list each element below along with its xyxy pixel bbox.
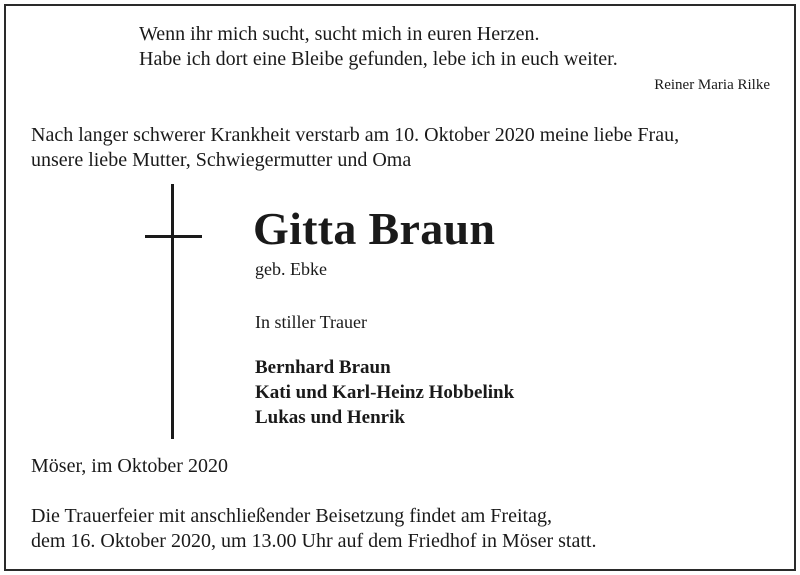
place-date: Möser, im Oktober 2020 xyxy=(31,455,228,477)
deceased-name: Gitta Braun xyxy=(253,203,496,254)
announcement-line-1: Nach langer schwerer Krankheit verstarb am 10. Oktober 2020 meine liebe Frau, xyxy=(31,124,680,146)
service-info-line-2: dem 16. Oktober 2020, um 13.00 Uhr auf dem Friedhof in Möser statt. xyxy=(31,530,597,552)
family-member: Lukas und Henrik xyxy=(255,407,405,428)
service-info-line-1: Die Trauerfeier mit anschließender Beisetzung findet am Freitag, xyxy=(31,505,552,527)
family-member: Bernhard Braun xyxy=(255,357,391,378)
quote-line-1: Wenn ihr mich sucht, sucht mich in euren Herzen. xyxy=(139,23,540,45)
cross-horizontal-bar xyxy=(145,235,202,238)
family-member: Kati und Karl-Heinz Hobbelink xyxy=(255,382,515,403)
quote-line-2: Habe ich dort eine Bleibe gefunden, lebe ich in euch weiter. xyxy=(139,48,618,70)
cross-vertical-bar xyxy=(171,184,174,439)
maiden-name: geb. Ebke xyxy=(255,259,327,279)
mourning-label: In stiller Trauer xyxy=(255,312,367,332)
announcement-line-2: unsere liebe Mutter, Schwiegermutter und Oma xyxy=(31,149,412,171)
quote-author: Reiner Maria Rilke xyxy=(654,77,770,93)
